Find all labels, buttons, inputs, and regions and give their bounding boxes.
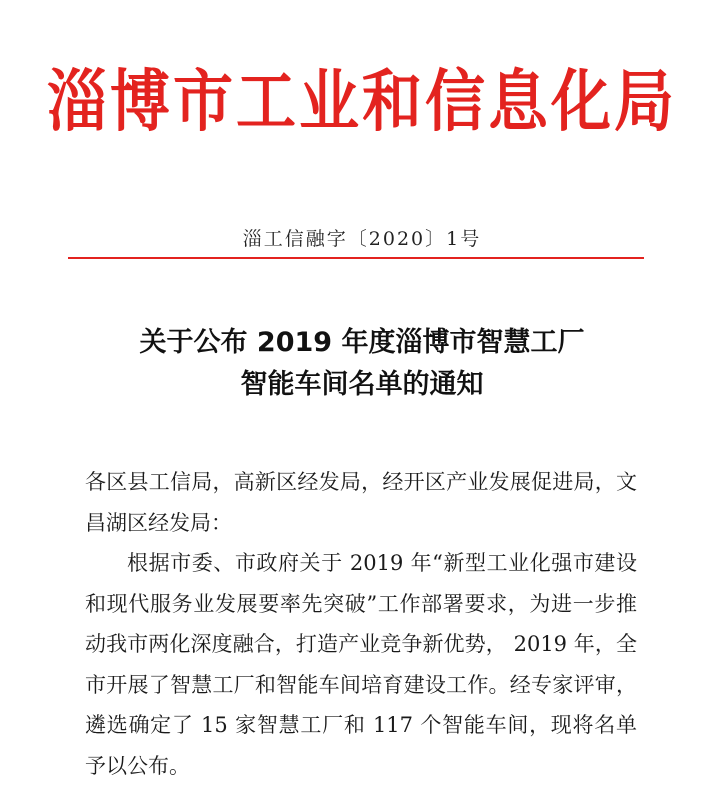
red-divider-line [68, 257, 644, 259]
notice-body [85, 462, 637, 786]
notice-title-line-2: 智能车间名单的通知 [240, 369, 484, 400]
notice-title [0, 322, 724, 406]
notice-title-line-1: 关于公布 2019 年度淄博市智慧工厂 [139, 327, 585, 358]
body-paragraph-1: 根据市委、市政府关于 2019 年“新型工业化强市建设和现代服务业发展要率先突破”工作部署要求，为进一步推动我市两化深度融合，打造产业竞争新优势， 2019 年，全市开展了智慧工厂和智能车间培育建设工作。经专家评审，遴选确定了 15 家智慧工厂和 117 个智能车间，现将名单予以公布。 [85, 551, 637, 778]
salutation: 各区县工信局，高新区经发局，经开区产业发展促进局，文昌湖区经发局： [85, 470, 637, 535]
org-header-title: 淄博市工业和信息化局 [47, 62, 677, 142]
document-number: 淄工信融字〔2020〕1号 [242, 228, 482, 250]
